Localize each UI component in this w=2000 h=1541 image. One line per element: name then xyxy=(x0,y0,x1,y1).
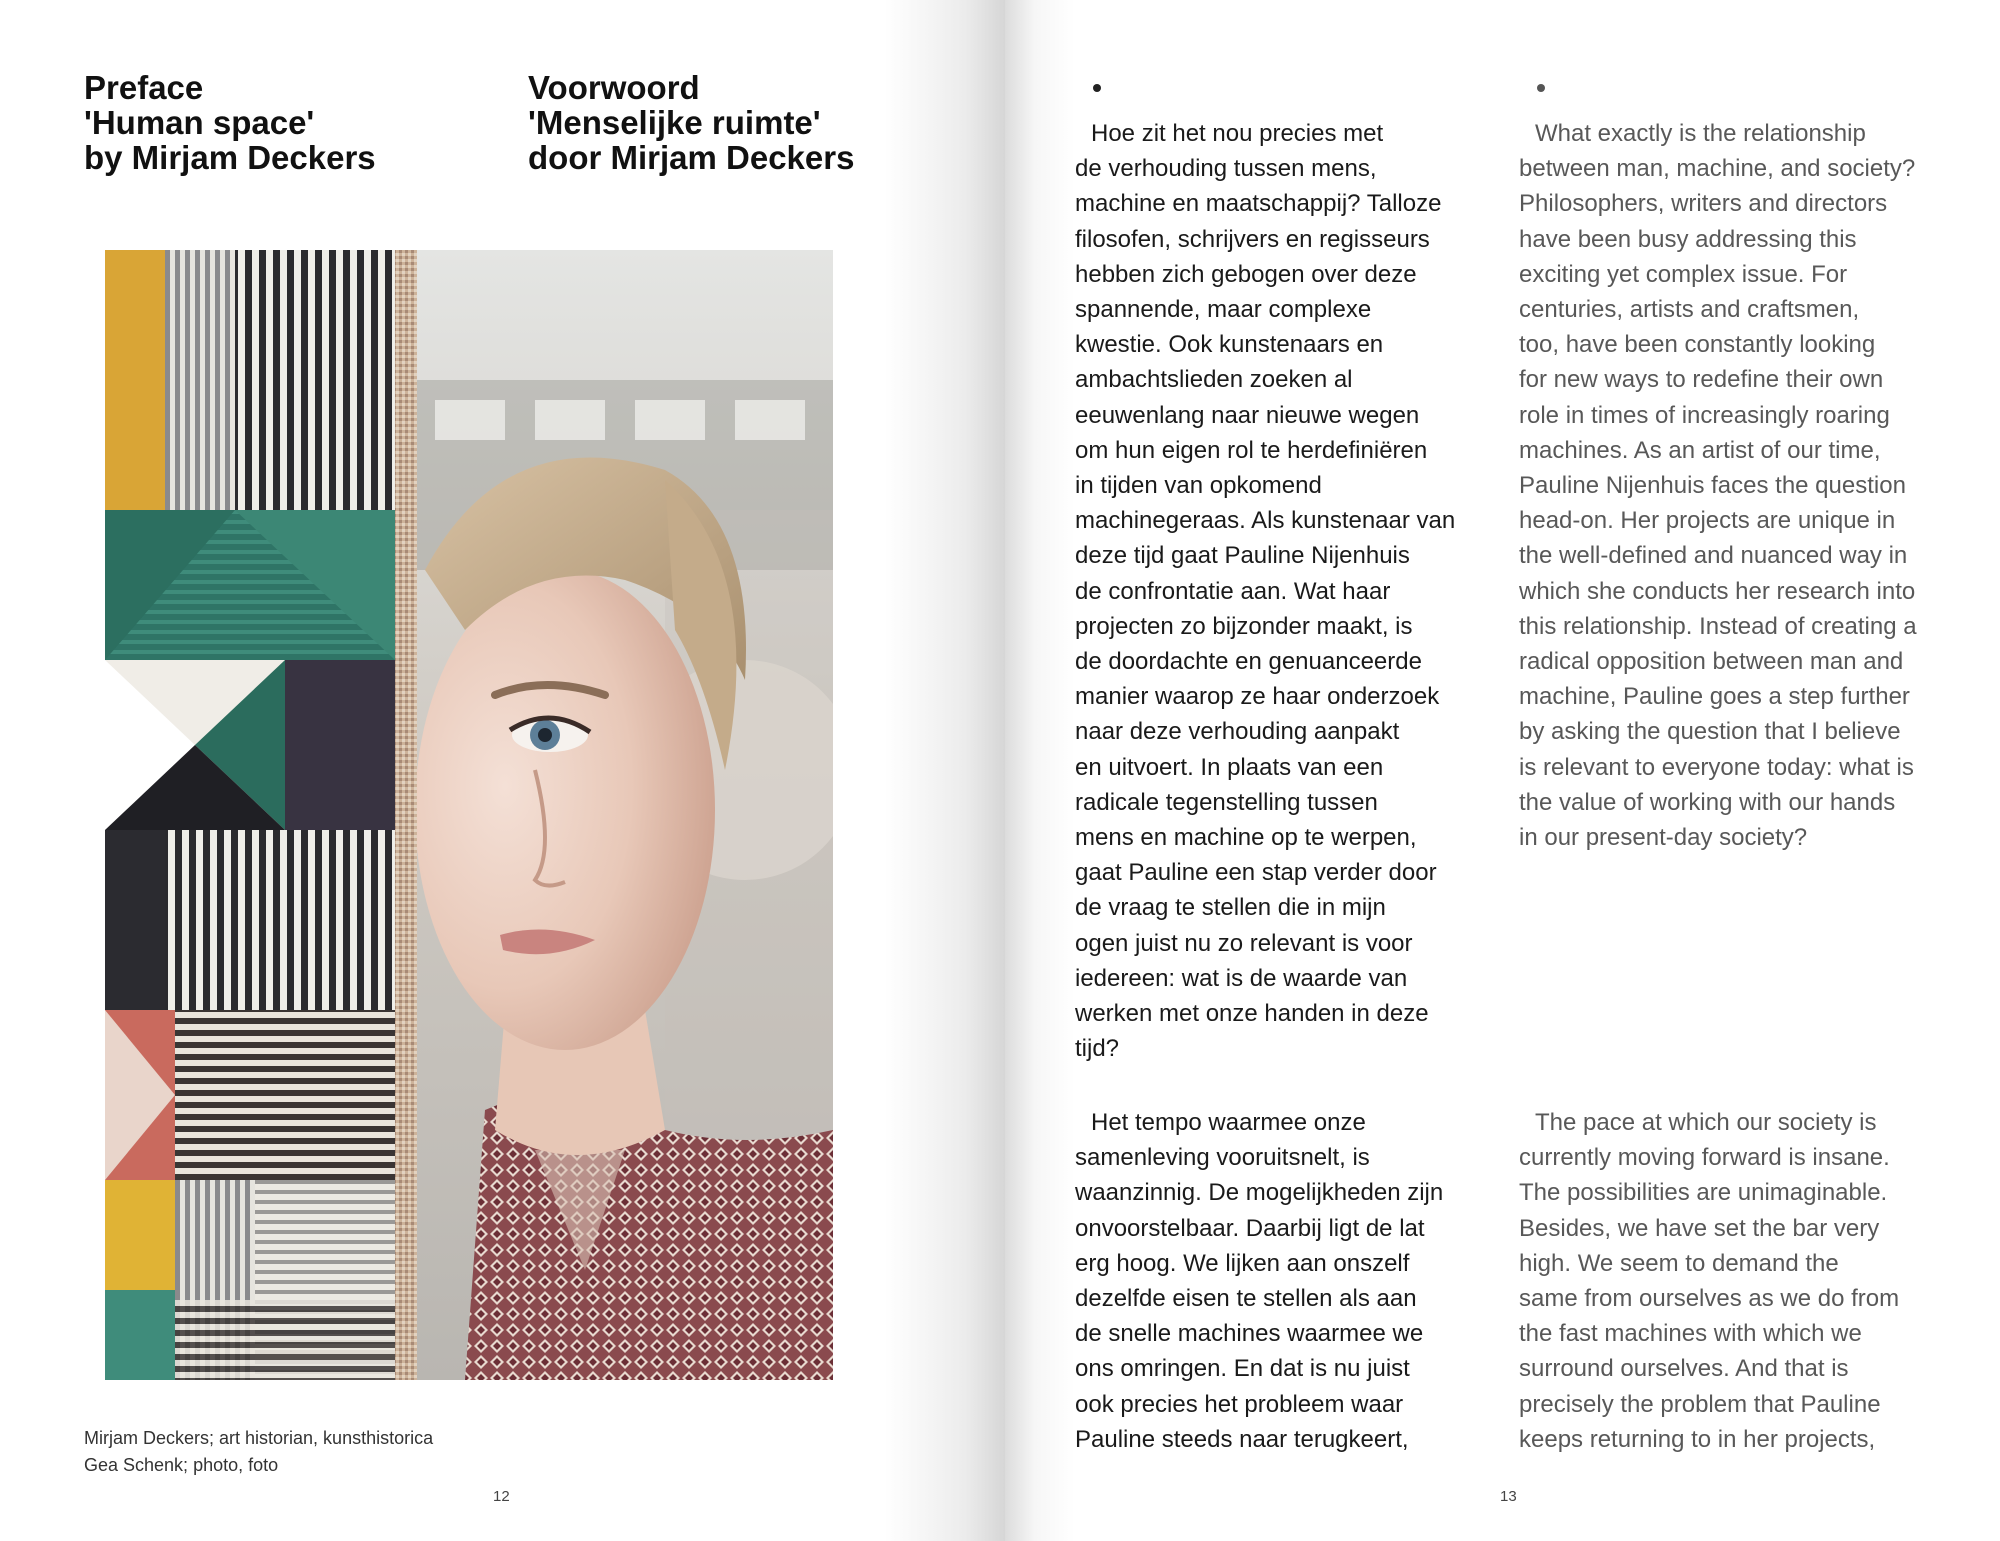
photo-caption xyxy=(84,1425,433,1479)
text-line: The possibilities are unimaginable. xyxy=(1519,1179,1888,1207)
text-line: mens en machine op te werpen, xyxy=(1075,824,1417,852)
heading-nl-line: 'Menselijke ruimte' xyxy=(528,104,821,141)
text-line: centuries, artists and craftsmen, xyxy=(1519,296,1860,324)
text-line: hebben zich gebogen over deze xyxy=(1075,260,1417,288)
text-line: Philosophers, writers and directors xyxy=(1519,190,1888,218)
text-line: which she conducts her research into xyxy=(1519,577,1916,605)
text-line: de doordachte en genuanceerde xyxy=(1075,648,1422,676)
text-line: currently moving forward is insane. xyxy=(1519,1144,1890,1172)
text-line: radicale tegenstelling tussen xyxy=(1075,788,1378,816)
text-line: have been busy addressing this xyxy=(1519,225,1857,253)
text-line: role in times of increasingly roaring xyxy=(1519,401,1890,429)
page-number-left: 12 xyxy=(493,1488,510,1505)
text-line: deze tijd gaat Pauline Nijenhuis xyxy=(1075,542,1410,570)
text-line: between man, machine, and society? xyxy=(1519,155,1916,183)
text-line: kwestie. Ook kunstenaars en xyxy=(1075,331,1384,359)
dutch-paragraph-1 xyxy=(1075,116,1455,1066)
portrait-photo xyxy=(105,250,833,1380)
bullet-dot-icon xyxy=(1537,84,1545,92)
heading-nl-line: door Mirjam Deckers xyxy=(528,139,855,176)
text-line: ons omringen. En dat is nu juist xyxy=(1075,1355,1410,1383)
text-line: for new ways to redefine their own xyxy=(1519,366,1884,394)
text-line: by asking the question that I believe xyxy=(1519,718,1901,746)
english-paragraph-1 xyxy=(1519,116,1917,855)
text-line: the fast machines with which we xyxy=(1519,1320,1862,1348)
heading-en-line: by Mirjam Deckers xyxy=(84,139,376,176)
text-line: same from ourselves as we do from xyxy=(1519,1285,1900,1313)
portrait-illustration xyxy=(105,250,833,1380)
text-line: What exactly is the relationship xyxy=(1535,120,1866,147)
text-line: samenleving vooruitsnelt, is xyxy=(1075,1144,1370,1172)
text-line: ogen juist nu zo relevant is voor xyxy=(1075,929,1413,957)
text-line: head-on. Her projects are unique in xyxy=(1519,507,1896,535)
bullet-dot-icon xyxy=(1093,84,1101,92)
text-line: manier waarop ze haar onderzoek xyxy=(1075,683,1440,711)
caption-line: Mirjam Deckers; art historian, kunsthistorica xyxy=(84,1428,434,1448)
text-line: machinegeraas. Als kunstenaar van xyxy=(1075,507,1456,535)
text-line: projecten zo bijzonder maakt, is xyxy=(1075,612,1413,640)
text-line: machines. As an artist of our time, xyxy=(1519,436,1881,464)
text-line: om hun eigen rol te herdefiniëren xyxy=(1075,436,1428,464)
page-number-right: 13 xyxy=(1500,1488,1517,1505)
dutch-paragraph-2 xyxy=(1075,1105,1443,1457)
text-line: the well-defined and nuanced way in xyxy=(1519,542,1908,570)
text-line: de snelle machines waarmee we xyxy=(1075,1320,1424,1348)
text-line: Hoe zit het nou precies met xyxy=(1091,120,1384,147)
text-line: exciting yet complex issue. For xyxy=(1519,260,1848,288)
text-line: machine, Pauline goes a step further xyxy=(1519,683,1910,711)
heading-en-line: 'Human space' xyxy=(84,104,315,141)
text-line: too, have been constantly looking xyxy=(1519,331,1876,359)
text-line: en uitvoert. In plaats van een xyxy=(1075,753,1384,781)
text-line: dezelfde eisen te stellen als aan xyxy=(1075,1285,1417,1313)
text-line: onvoorstelbaar. Daarbij ligt de lat xyxy=(1075,1214,1425,1242)
heading-dutch xyxy=(528,70,854,175)
english-paragraph-2 xyxy=(1519,1105,1899,1457)
right-page xyxy=(1005,0,2000,1541)
text-line: this relationship. Instead of creating a xyxy=(1519,612,1917,640)
heading-english xyxy=(84,70,376,175)
text-line: Pauline Nijenhuis faces the question xyxy=(1519,472,1906,500)
text-line: Pauline steeds naar terugkeert, xyxy=(1075,1425,1409,1453)
text-line: high. We seem to demand the xyxy=(1519,1249,1839,1277)
text-line: ambachtslieden zoeken al xyxy=(1075,366,1353,394)
text-line: Het tempo waarmee onze xyxy=(1091,1109,1366,1136)
heading-nl-line: Voorwoord xyxy=(528,69,700,106)
text-line: erg hoog. We lijken aan onszelf xyxy=(1075,1249,1410,1277)
text-line: is relevant to everyone today: what is xyxy=(1519,753,1914,781)
text-line: iedereen: wat is de waarde van xyxy=(1075,964,1408,992)
caption-line: Gea Schenk; photo, foto xyxy=(84,1455,279,1475)
text-line: gaat Pauline een stap verder door xyxy=(1075,859,1437,887)
text-line: Besides, we have set the bar very xyxy=(1519,1214,1880,1242)
text-line: de vraag te stellen die in mijn xyxy=(1075,894,1386,922)
heading-en-line: Preface xyxy=(84,69,204,106)
text-line: eeuwenlang naar nieuwe wegen xyxy=(1075,401,1420,429)
text-line: tijd? xyxy=(1075,1035,1120,1063)
text-line: de confrontatie aan. Wat haar xyxy=(1075,577,1391,605)
text-line: ook precies het probleem waar xyxy=(1075,1390,1404,1418)
text-line: The pace at which our society is xyxy=(1535,1109,1877,1136)
text-line: naar deze verhouding aanpakt xyxy=(1075,718,1400,746)
text-line: keeps returning to in her projects, xyxy=(1519,1425,1876,1453)
text-line: de verhouding tussen mens, xyxy=(1075,155,1377,183)
text-line: werken met onze handen in deze xyxy=(1075,1000,1429,1028)
text-line: machine en maatschappij? Talloze xyxy=(1075,190,1442,218)
text-line: the value of working with our hands xyxy=(1519,788,1896,816)
text-line: filosofen, schrijvers en regisseurs xyxy=(1075,225,1430,253)
text-line: in our present-day society? xyxy=(1519,824,1808,852)
text-line: in tijden van opkomend xyxy=(1075,472,1322,500)
text-line: spannende, maar complexe xyxy=(1075,296,1372,324)
text-line: surround ourselves. And that is xyxy=(1519,1355,1849,1383)
text-line: waanzinnig. De mogelijkheden zijn xyxy=(1075,1179,1444,1207)
text-line: precisely the problem that Pauline xyxy=(1519,1390,1881,1418)
text-line: radical opposition between man and xyxy=(1519,648,1904,676)
